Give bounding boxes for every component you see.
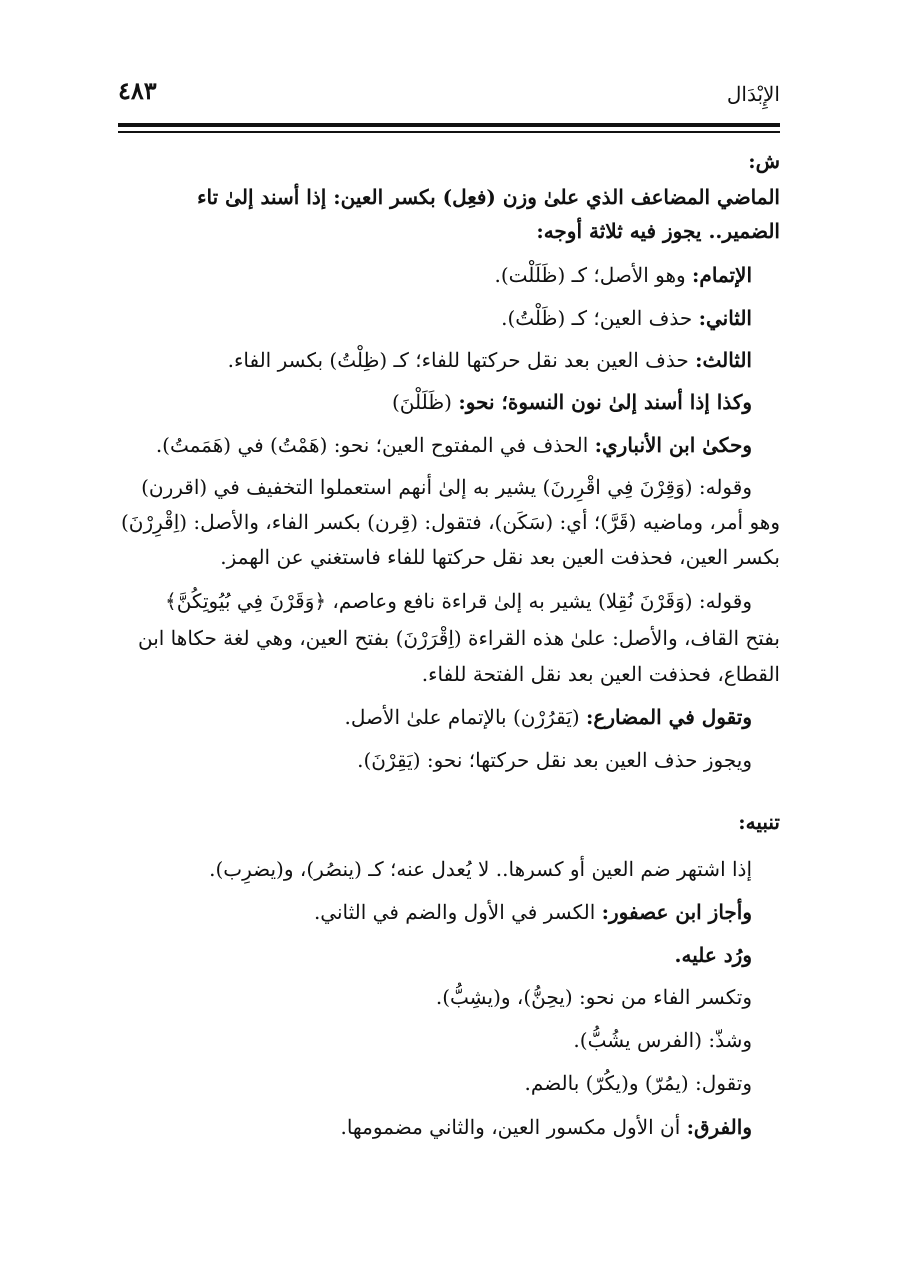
header-rule-thin [118,131,780,133]
line-text: وشذّ: (الفرس يشُبُّ). [573,1028,752,1052]
line-lead: الضمير.. يجوز فيه ثلاثة أوجه: [536,219,780,243]
text-line [165,584,752,618]
text-line [314,895,752,929]
line-text: وتكسر الفاء من نحو: (يحِنُّ)، و(يشِبُّ). [435,985,752,1009]
line-text: وهو الأصل؛ كـ (ظَلَلْت). [494,263,693,287]
text-line [121,505,780,539]
text-line [748,144,780,178]
page-number: ٤٨٣ [118,76,157,105]
text-line [141,470,752,504]
text-line [220,540,780,574]
line-lead: وكذا إذا أسند إلىٰ نون النسوة؛ نحو: [458,390,752,414]
text-line [536,214,780,248]
text-line [501,301,752,335]
line-lead: وحكىٰ ابن الأنباري: [594,433,752,457]
line-text: حذف العين بعد نقل حركتها للفاء؛ كـ (ظِلْتُ) بكسر الفاء. [227,348,696,372]
line-text: ويجوز حذف العين بعد نقل حركتها؛ نحو: (يَقِرْنَ). [357,748,752,772]
line-text: (ظَلَلْنَ) [391,390,459,414]
text-line [392,385,752,419]
text-line [494,258,752,292]
line-lead: الثاني: [698,306,752,330]
line-text: الحذف في المفتوح العين؛ نحو: (هَمْتُ) في (هَمَمتُ). [155,433,595,457]
line-text: وتقول: (يمُرّ) و(يكُرّ) بالضم. [524,1071,752,1095]
text-line [357,743,752,777]
line-text: وقوله: (وَقِرْنَ فِي اقْرِرنَ) يشير به إلىٰ أنهم استعملوا التخفيف في (اقررن) [141,475,752,499]
chapter-title: الإِبْدَال [726,82,780,106]
text-line [340,1110,752,1144]
text-line [345,700,752,734]
line-lead: ش: [748,149,780,173]
text-line [573,1023,752,1057]
line-lead: الثالث: [695,348,752,372]
line-text: الكسر في الأول والضم في الثاني. [313,900,602,924]
text-line [197,180,780,214]
line-lead: الماضي المضاعف الذي علىٰ وزن (فعِل) بكسر العين: إذا أسند إلىٰ تاء [197,185,780,209]
text-line [228,343,752,377]
line-lead: وأجاز ابن عصفور: [601,900,752,924]
line-lead: والفرق: [686,1115,752,1139]
text-line [525,1066,752,1100]
line-text: (يَقرُرْن) بالإتمام علىٰ الأصل. [344,705,586,729]
text-line [138,621,780,655]
text-line [675,938,752,972]
line-text: وهو أمر، وماضيه (قَرَّ)؛ أي: (سَكَن)، فتقول: (قِرن) بكسر الفاء، والأصل: (اِقْرِرْنَ) [120,510,780,534]
line-lead: وتقول في المضارع: [586,705,752,729]
line-lead: الإتمام: [692,263,752,287]
text-line [156,428,752,462]
line-lead: تنبيه: [738,810,780,834]
line-text: بفتح القاف، والأصل: علىٰ هذه القراءة (اِقْرَرْنَ) بفتح العين، وهي لغة حكاها ابن [137,626,780,650]
line-text: بكسر العين، فحذفت العين بعد نقل حركتها للفاء فاستغني عن الهمز. [220,545,780,569]
line-text: أن الأول مكسور العين، والثاني مضمومها. [340,1115,687,1139]
line-text: وقوله: (وَقَرْنَ نُقِلا) يشير به إلىٰ قراءة نافع وعاصم، ﴿وَقَرْنَ فِي بُيُوتِكُنَّ﴾ [164,589,752,613]
text-line [422,657,780,691]
page-header [118,70,780,110]
line-text: حذف العين؛ كـ (ظَلْتُ). [501,306,699,330]
line-text: القطاع، فحذفت العين بعد نقل الفتحة للفاء. [421,662,780,686]
text-line [436,980,752,1014]
line-lead: ورُد عليه. [674,943,752,967]
header-rule-thick [118,123,780,127]
text-line [738,805,780,839]
text-line [209,852,752,886]
line-text: إذا اشتهر ضم العين أو كسرها.. لا يُعدل عنه؛ كـ (ينصُر)، و(يضرِب). [209,857,752,881]
